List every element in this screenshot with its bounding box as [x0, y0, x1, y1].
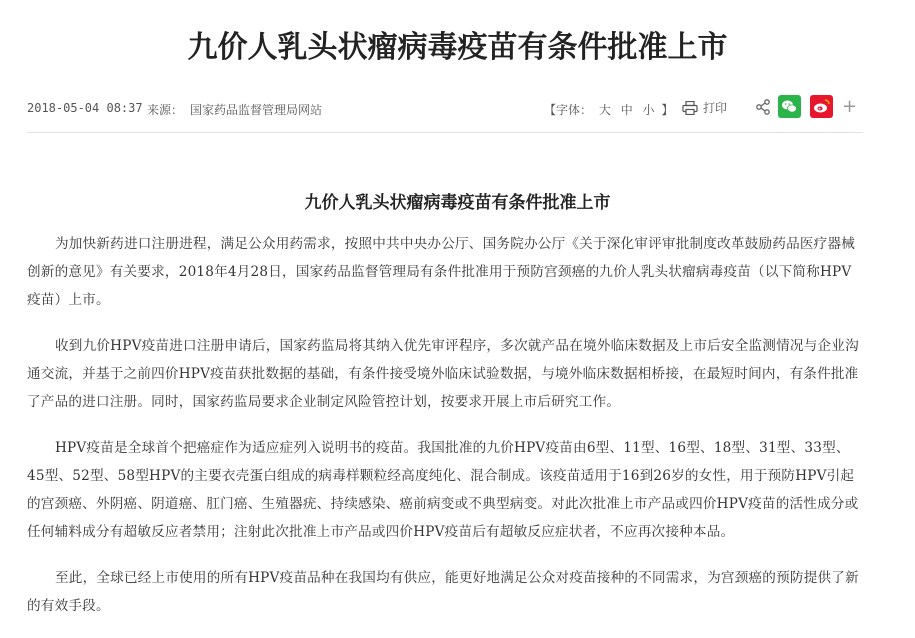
font-size-large-button[interactable]: 大: [598, 103, 611, 117]
wechat-icon[interactable]: [778, 95, 801, 118]
paragraph-1: 为加快新药进口注册进程，满足公众用药需求，按照中共中央办公厅、国务院办公厅《关于深化审评审批制度改革鼓励药品医疗器械创新的意见》有关要求，2018年4月28日，国家药品监督管理局有条件批准用于预防宫颈癌的九价人乳头状瘤病毒疫苗（以下简称HPV疫苗）上市。: [27, 236, 856, 308]
font-size-prefix: 【字体：: [544, 103, 593, 117]
article-body: [27, 230, 863, 638]
publish-date: 2018-05-04 08:37: [27, 101, 143, 115]
source-name: 国家药品监督管理局网站: [190, 103, 323, 117]
article-title: 九价人乳头状瘤病毒疫苗有条件批准上市: [187, 30, 728, 65]
paragraph-2: 收到九价HPV疫苗进口注册申请后，国家药监局将其纳入优先审评程序，多次就产品在境外临床数据及上市后安全监测情况与企业沟通交流，并基于之前四价HPV疫苗获批数据的基础，有条件接受境外临床试验数据，与境外临床数据相桥接，在最短时间内，有条件批准了产品的进口注册。同时，国家药监局要求企业制定风险管控计划，按要求开展上市后研究工作。: [27, 338, 859, 410]
print-button[interactable]: [682, 99, 727, 116]
paragraph-4: 至此，全球已经上市使用的所有HPV疫苗品种在我国均有供应，能更好地满足公众对疫苗接种的不同需求，为宫颈癌的预防提供了新的有效手段。: [27, 570, 859, 614]
header-divider: [27, 132, 863, 133]
paragraph-3: HPV疫苗是全球首个把癌症作为适应症列入说明书的疫苗。我国批准的九价HPV疫苗由6型、11型、16型、18型、31型、33型、45型、52型、58型HPV的主要衣壳蛋白组成的病毒样颗粒经高度纯化、混合制成。该疫苗适用于16到26岁的女性，用于预防HPV引起的宫颈癌、外阴癌、阴道癌、肛门癌、生殖器疣、持续感染、癌前病变或不典型病变。对此次批准上市产品或四价HPV疫苗的活性成分或任何辅料成分有超敏反应者禁用；注射此次批准上市产品或四价HPV疫苗后有超敏反应症状者，不应再次接种本品。: [27, 440, 859, 540]
font-size-medium-button[interactable]: 中: [620, 103, 633, 117]
plus-icon[interactable]: +: [842, 96, 858, 117]
printer-icon: [682, 101, 698, 115]
print-label: 打印: [703, 101, 728, 115]
font-size-selector: [544, 101, 673, 118]
article-subtitle: 九价人乳头状瘤病毒疫苗有条件批准上市: [304, 193, 611, 213]
font-size-small-button[interactable]: 小: [642, 103, 655, 117]
weibo-icon[interactable]: [810, 95, 833, 118]
source-label: 来源：: [147, 103, 184, 117]
font-size-suffix: 】: [661, 103, 674, 117]
share-icon[interactable]: [755, 99, 771, 115]
article-meta-bar: [27, 96, 863, 121]
